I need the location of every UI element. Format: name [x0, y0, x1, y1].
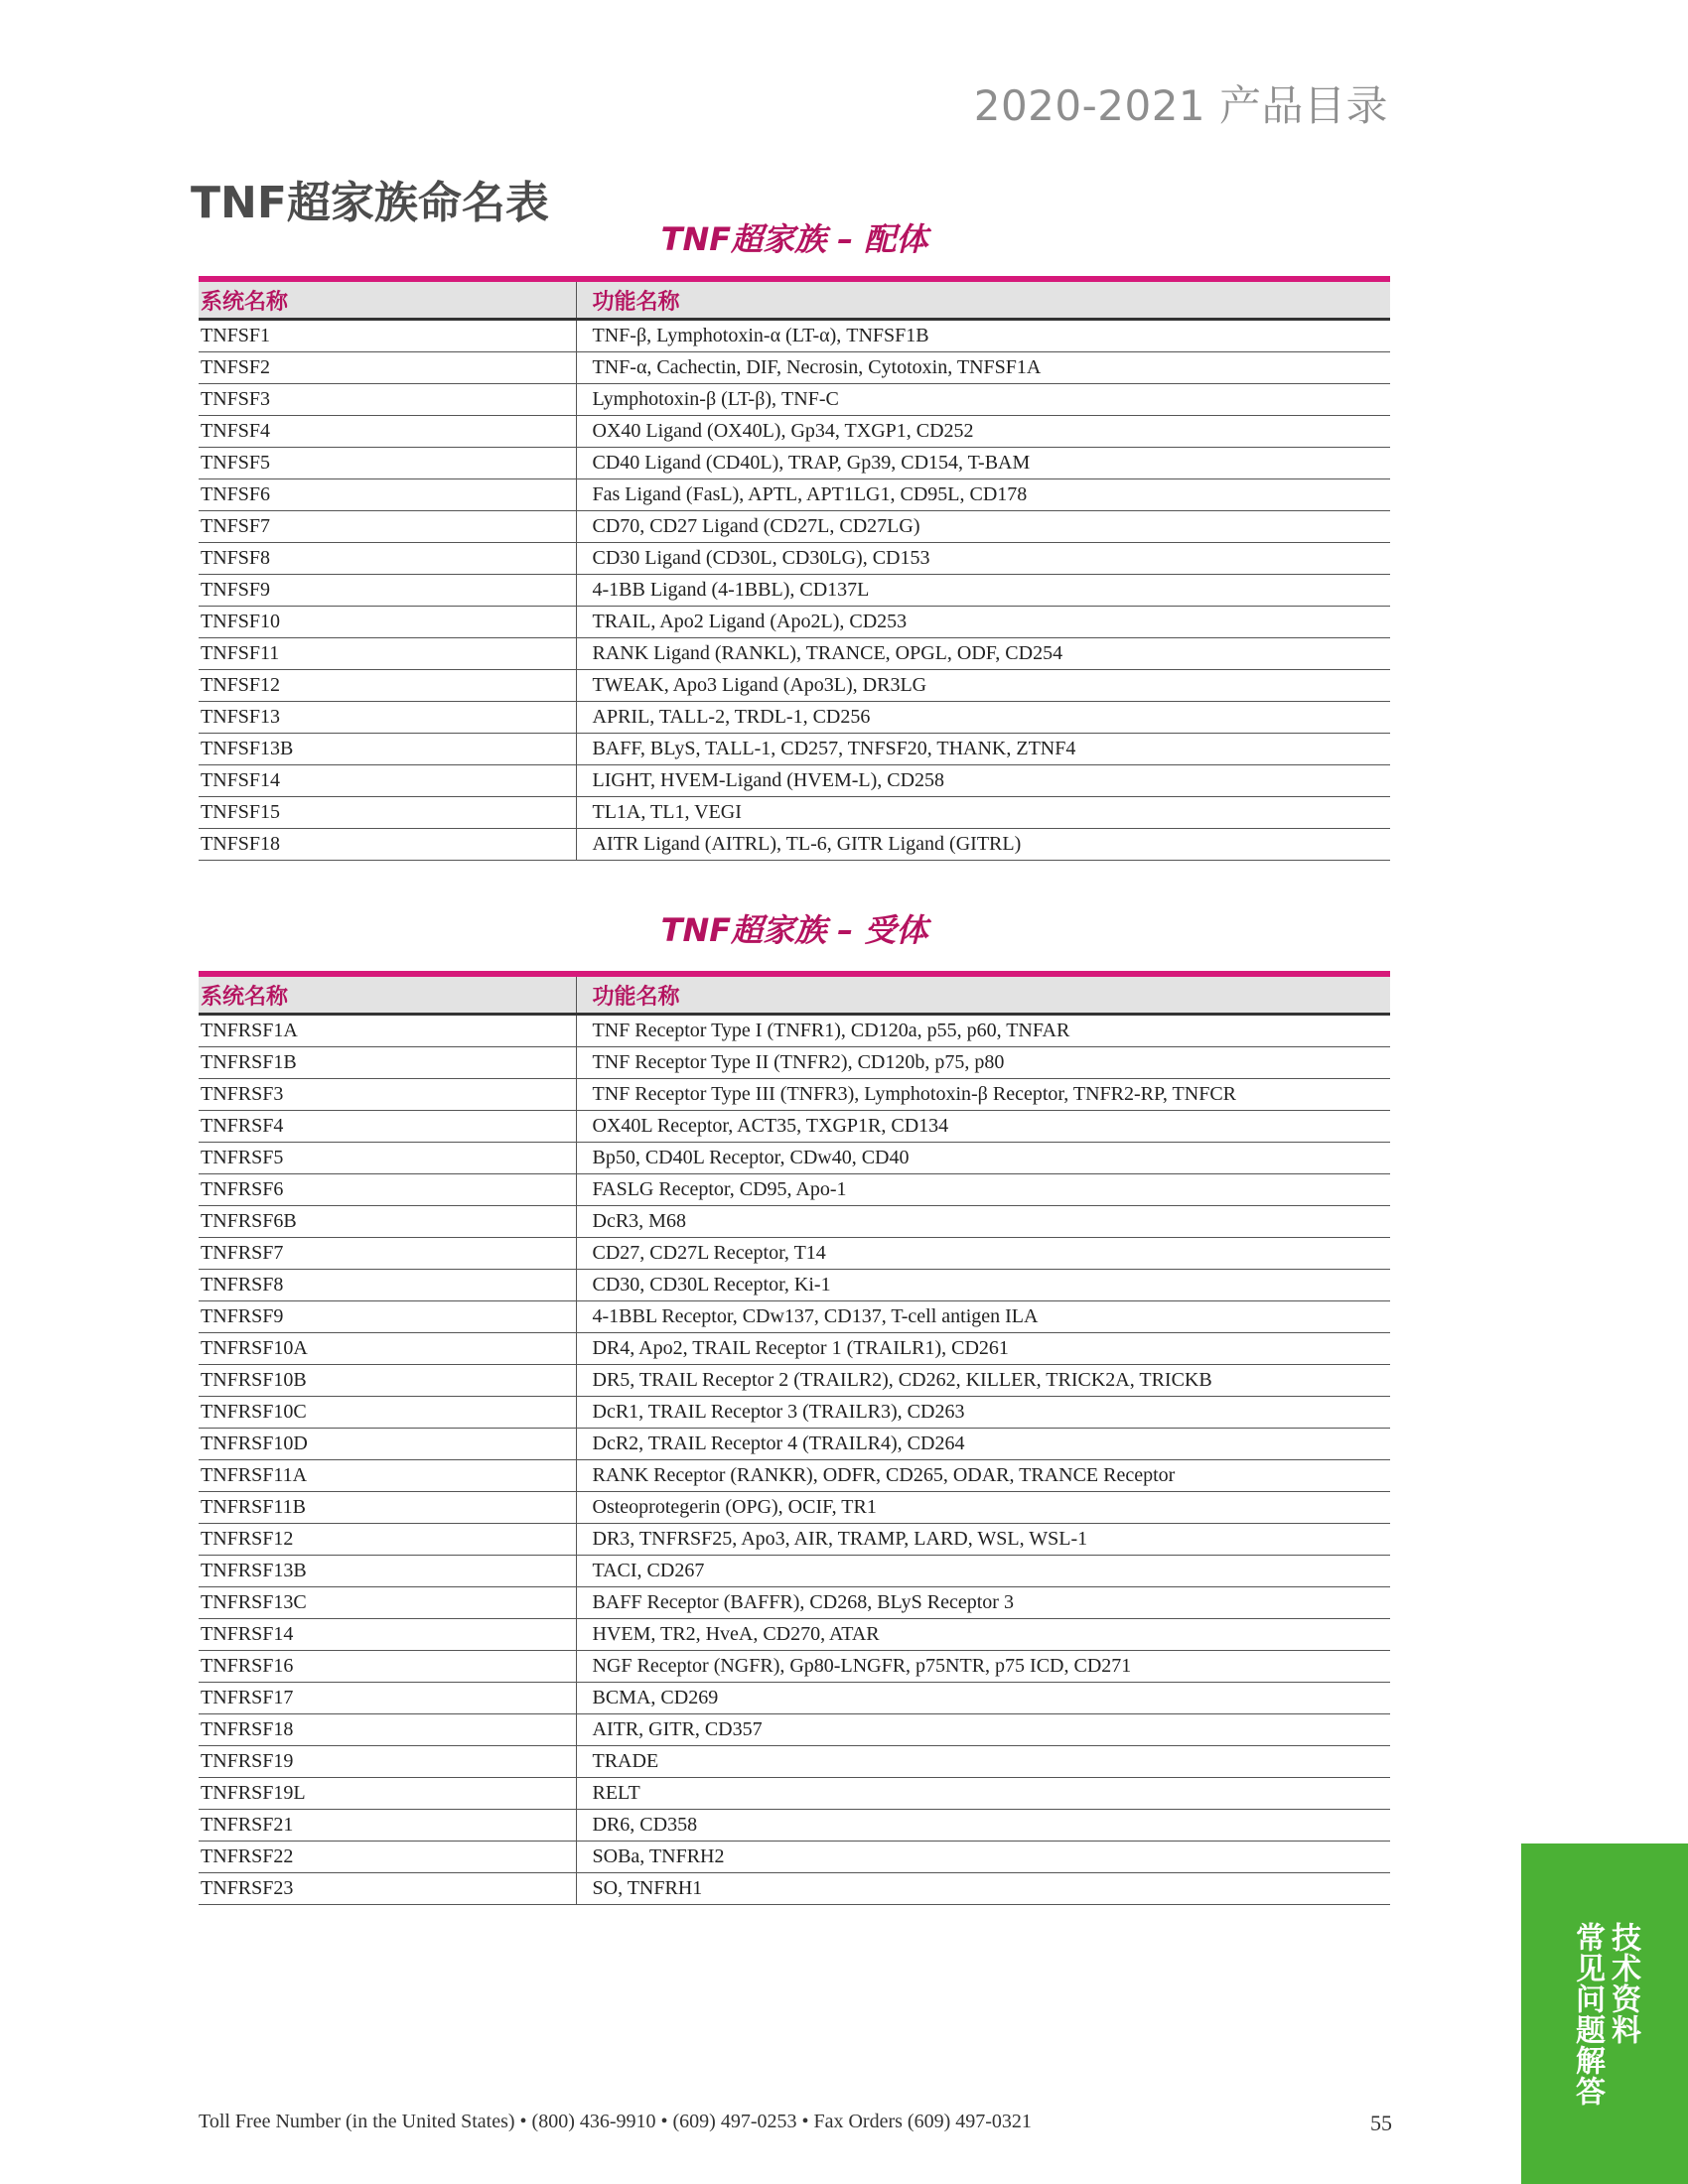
- function-name-cell: AITR Ligand (AITRL), TL-6, GITR Ligand (GITRL): [576, 829, 1390, 861]
- system-name-cell: TNFRSF4: [199, 1111, 576, 1143]
- ligands-header-row: [199, 279, 1390, 320]
- table-row: [199, 1556, 1390, 1587]
- function-name-cell: HVEM, TR2, HveA, CD270, ATAR: [576, 1619, 1390, 1651]
- function-name-cell: Bp50, CD40L Receptor, CDw40, CD40: [576, 1143, 1390, 1174]
- function-name-cell: TNF Receptor Type II (TNFR2), CD120b, p75, p80: [576, 1047, 1390, 1079]
- function-name-cell: LIGHT, HVEM-Ligand (HVEM-L), CD258: [576, 765, 1390, 797]
- receptors-header-row: [199, 974, 1390, 1015]
- column-header-system-name: 系统名称: [199, 974, 576, 1015]
- table-row: [199, 1238, 1390, 1270]
- receptors-section-title: TNF超家族 – 受体: [660, 911, 928, 949]
- function-name-cell: SOBa, TNFRH2: [576, 1842, 1390, 1873]
- system-name-cell: TNFRSF5: [199, 1143, 576, 1174]
- function-name-cell: BCMA, CD269: [576, 1683, 1390, 1714]
- function-name-cell: DcR2, TRAIL Receptor 4 (TRAILR4), CD264: [576, 1429, 1390, 1460]
- system-name-cell: TNFSF9: [199, 575, 576, 607]
- table-row: [199, 607, 1390, 638]
- function-name-cell: CD40 Ligand (CD40L), TRAP, Gp39, CD154, T-BAM: [576, 448, 1390, 479]
- function-name-cell: SO, TNFRH1: [576, 1873, 1390, 1905]
- table-row: [199, 1842, 1390, 1873]
- system-name-cell: TNFRSF17: [199, 1683, 576, 1714]
- catalog-title: 2020-2021 产品目录: [973, 81, 1388, 130]
- system-name-cell: TNFSF2: [199, 352, 576, 384]
- table-row: [199, 479, 1390, 511]
- column-header-system-name: 系统名称: [199, 279, 576, 320]
- function-name-cell: BAFF, BLyS, TALL-1, CD257, TNFSF20, THANK, ZTNF4: [576, 734, 1390, 765]
- function-name-cell: TNF Receptor Type I (TNFR1), CD120a, p55, p60, TNFAR: [576, 1015, 1390, 1047]
- table-row: [199, 1460, 1390, 1492]
- table-row: [199, 543, 1390, 575]
- system-name-cell: TNFSF6: [199, 479, 576, 511]
- function-name-cell: TNF-β, Lymphotoxin-α (LT-α), TNFSF1B: [576, 320, 1390, 352]
- side-tab-line1: 技术资料: [1606, 1921, 1640, 2045]
- table-row: [199, 1746, 1390, 1778]
- system-name-cell: TNFRSF10D: [199, 1429, 576, 1460]
- system-name-cell: TNFRSF3: [199, 1079, 576, 1111]
- function-name-cell: OX40 Ligand (OX40L), Gp34, TXGP1, CD252: [576, 416, 1390, 448]
- function-name-cell: TRADE: [576, 1746, 1390, 1778]
- footer-contact: Toll Free Number (in the United States) • (800) 436-9910 • (609) 497-0253 • Fax Orders (609) 497-0321: [199, 2111, 1032, 2132]
- function-name-cell: RANK Receptor (RANKR), ODFR, CD265, ODAR, TRANCE Receptor: [576, 1460, 1390, 1492]
- system-name-cell: TNFRSF19L: [199, 1778, 576, 1810]
- function-name-cell: TNF-α, Cachectin, DIF, Necrosin, Cytotoxin, TNFSF1A: [576, 352, 1390, 384]
- table-row: [199, 797, 1390, 829]
- function-name-cell: CD27, CD27L Receptor, T14: [576, 1238, 1390, 1270]
- function-name-cell: DR5, TRAIL Receptor 2 (TRAILR2), CD262, KILLER, TRICK2A, TRICKB: [576, 1365, 1390, 1397]
- system-name-cell: TNFRSF6B: [199, 1206, 576, 1238]
- function-name-cell: TRAIL, Apo2 Ligand (Apo2L), CD253: [576, 607, 1390, 638]
- table-row: [199, 1714, 1390, 1746]
- system-name-cell: TNFRSF19: [199, 1746, 576, 1778]
- table-row: [199, 1206, 1390, 1238]
- system-name-cell: TNFSF8: [199, 543, 576, 575]
- system-name-cell: TNFRSF16: [199, 1651, 576, 1683]
- table-row: [199, 1873, 1390, 1905]
- side-tab-line2: 常见问题解答: [1570, 1921, 1605, 2107]
- table-row: [199, 1270, 1390, 1301]
- function-name-cell: NGF Receptor (NGFR), Gp80-LNGFR, p75NTR, p75 ICD, CD271: [576, 1651, 1390, 1683]
- function-name-cell: CD70, CD27 Ligand (CD27L, CD27LG): [576, 511, 1390, 543]
- function-name-cell: DcR1, TRAIL Receptor 3 (TRAILR3), CD263: [576, 1397, 1390, 1429]
- table-row: [199, 1301, 1390, 1333]
- function-name-cell: DR4, Apo2, TRAIL Receptor 1 (TRAILR1), CD261: [576, 1333, 1390, 1365]
- system-name-cell: TNFRSF8: [199, 1270, 576, 1301]
- system-name-cell: TNFRSF10A: [199, 1333, 576, 1365]
- table-row: [199, 1079, 1390, 1111]
- table-row: [199, 1683, 1390, 1714]
- system-name-cell: TNFRSF11A: [199, 1460, 576, 1492]
- system-name-cell: TNFRSF1B: [199, 1047, 576, 1079]
- system-name-cell: TNFSF13B: [199, 734, 576, 765]
- table-row: [199, 384, 1390, 416]
- table-row: [199, 1365, 1390, 1397]
- table-row: [199, 1810, 1390, 1842]
- system-name-cell: TNFRSF10B: [199, 1365, 576, 1397]
- function-name-cell: Fas Ligand (FasL), APTL, APT1LG1, CD95L, CD178: [576, 479, 1390, 511]
- system-name-cell: TNFRSF10C: [199, 1397, 576, 1429]
- table-row: [199, 1492, 1390, 1524]
- function-name-cell: OX40L Receptor, ACT35, TXGP1R, CD134: [576, 1111, 1390, 1143]
- table-row: [199, 1524, 1390, 1556]
- table-row: [199, 1429, 1390, 1460]
- table-row: [199, 734, 1390, 765]
- system-name-cell: TNFSF10: [199, 607, 576, 638]
- system-name-cell: TNFSF15: [199, 797, 576, 829]
- table-row: [199, 670, 1390, 702]
- function-name-cell: TL1A, TL1, VEGI: [576, 797, 1390, 829]
- system-name-cell: TNFSF4: [199, 416, 576, 448]
- function-name-cell: 4-1BB Ligand (4-1BBL), CD137L: [576, 575, 1390, 607]
- system-name-cell: TNFSF12: [199, 670, 576, 702]
- system-name-cell: TNFRSF21: [199, 1810, 576, 1842]
- system-name-cell: TNFRSF18: [199, 1714, 576, 1746]
- system-name-cell: TNFRSF9: [199, 1301, 576, 1333]
- system-name-cell: TNFRSF13B: [199, 1556, 576, 1587]
- table-row: [199, 1015, 1390, 1047]
- ligands-table: [199, 276, 1390, 861]
- system-name-cell: TNFRSF14: [199, 1619, 576, 1651]
- table-row: [199, 1111, 1390, 1143]
- table-row: [199, 1174, 1390, 1206]
- system-name-cell: TNFSF3: [199, 384, 576, 416]
- system-name-cell: TNFRSF1A: [199, 1015, 576, 1047]
- receptors-table: [199, 971, 1390, 1905]
- table-row: [199, 320, 1390, 352]
- table-row: [199, 352, 1390, 384]
- function-name-cell: FASLG Receptor, CD95, Apo-1: [576, 1174, 1390, 1206]
- table-row: [199, 1651, 1390, 1683]
- table-row: [199, 1397, 1390, 1429]
- system-name-cell: TNFRSF12: [199, 1524, 576, 1556]
- function-name-cell: Lymphotoxin-β (LT-β), TNF-C: [576, 384, 1390, 416]
- table-row: [199, 575, 1390, 607]
- receptors-table-body: [199, 1015, 1390, 1905]
- ligands-section-title: TNF超家族 – 配体: [660, 220, 928, 258]
- function-name-cell: DR3, TNFRSF25, Apo3, AIR, TRAMP, LARD, WSL, WSL-1: [576, 1524, 1390, 1556]
- function-name-cell: RELT: [576, 1778, 1390, 1810]
- page-number: 55: [1370, 2111, 1392, 2135]
- table-row: [199, 1619, 1390, 1651]
- system-name-cell: TNFRSF22: [199, 1842, 576, 1873]
- function-name-cell: DcR3, M68: [576, 1206, 1390, 1238]
- system-name-cell: TNFSF7: [199, 511, 576, 543]
- function-name-cell: AITR, GITR, CD357: [576, 1714, 1390, 1746]
- column-header-function-name: 功能名称: [576, 974, 1390, 1015]
- system-name-cell: TNFRSF11B: [199, 1492, 576, 1524]
- table-row: [199, 1333, 1390, 1365]
- function-name-cell: DR6, CD358: [576, 1810, 1390, 1842]
- system-name-cell: TNFRSF7: [199, 1238, 576, 1270]
- table-row: [199, 448, 1390, 479]
- function-name-cell: TWEAK, Apo3 Ligand (Apo3L), DR3LG: [576, 670, 1390, 702]
- system-name-cell: TNFSF13: [199, 702, 576, 734]
- table-row: [199, 829, 1390, 861]
- function-name-cell: 4-1BBL Receptor, CDw137, CD137, T-cell antigen ILA: [576, 1301, 1390, 1333]
- system-name-cell: TNFSF18: [199, 829, 576, 861]
- table-row: [199, 416, 1390, 448]
- function-name-cell: TNF Receptor Type III (TNFR3), Lymphotoxin-β Receptor, TNFR2-RP, TNFCR: [576, 1079, 1390, 1111]
- system-name-cell: TNFRSF23: [199, 1873, 576, 1905]
- system-name-cell: TNFSF1: [199, 320, 576, 352]
- table-row: [199, 638, 1390, 670]
- side-tab-label: [1521, 1843, 1688, 2184]
- function-name-cell: APRIL, TALL-2, TRDL-1, CD256: [576, 702, 1390, 734]
- table-row: [199, 765, 1390, 797]
- ligands-table-body: [199, 320, 1390, 861]
- function-name-cell: CD30 Ligand (CD30L, CD30LG), CD153: [576, 543, 1390, 575]
- table-row: [199, 702, 1390, 734]
- function-name-cell: TACI, CD267: [576, 1556, 1390, 1587]
- column-header-function-name: 功能名称: [576, 279, 1390, 320]
- function-name-cell: BAFF Receptor (BAFFR), CD268, BLyS Receptor 3: [576, 1587, 1390, 1619]
- function-name-cell: CD30, CD30L Receptor, Ki-1: [576, 1270, 1390, 1301]
- table-row: [199, 1143, 1390, 1174]
- table-row: [199, 1587, 1390, 1619]
- page-title: TNF超家族命名表: [191, 178, 549, 228]
- system-name-cell: TNFSF5: [199, 448, 576, 479]
- system-name-cell: TNFSF14: [199, 765, 576, 797]
- table-row: [199, 1047, 1390, 1079]
- system-name-cell: TNFSF11: [199, 638, 576, 670]
- table-row: [199, 511, 1390, 543]
- function-name-cell: RANK Ligand (RANKL), TRANCE, OPGL, ODF, CD254: [576, 638, 1390, 670]
- system-name-cell: TNFRSF13C: [199, 1587, 576, 1619]
- function-name-cell: Osteoprotegerin (OPG), OCIF, TR1: [576, 1492, 1390, 1524]
- table-row: [199, 1778, 1390, 1810]
- system-name-cell: TNFRSF6: [199, 1174, 576, 1206]
